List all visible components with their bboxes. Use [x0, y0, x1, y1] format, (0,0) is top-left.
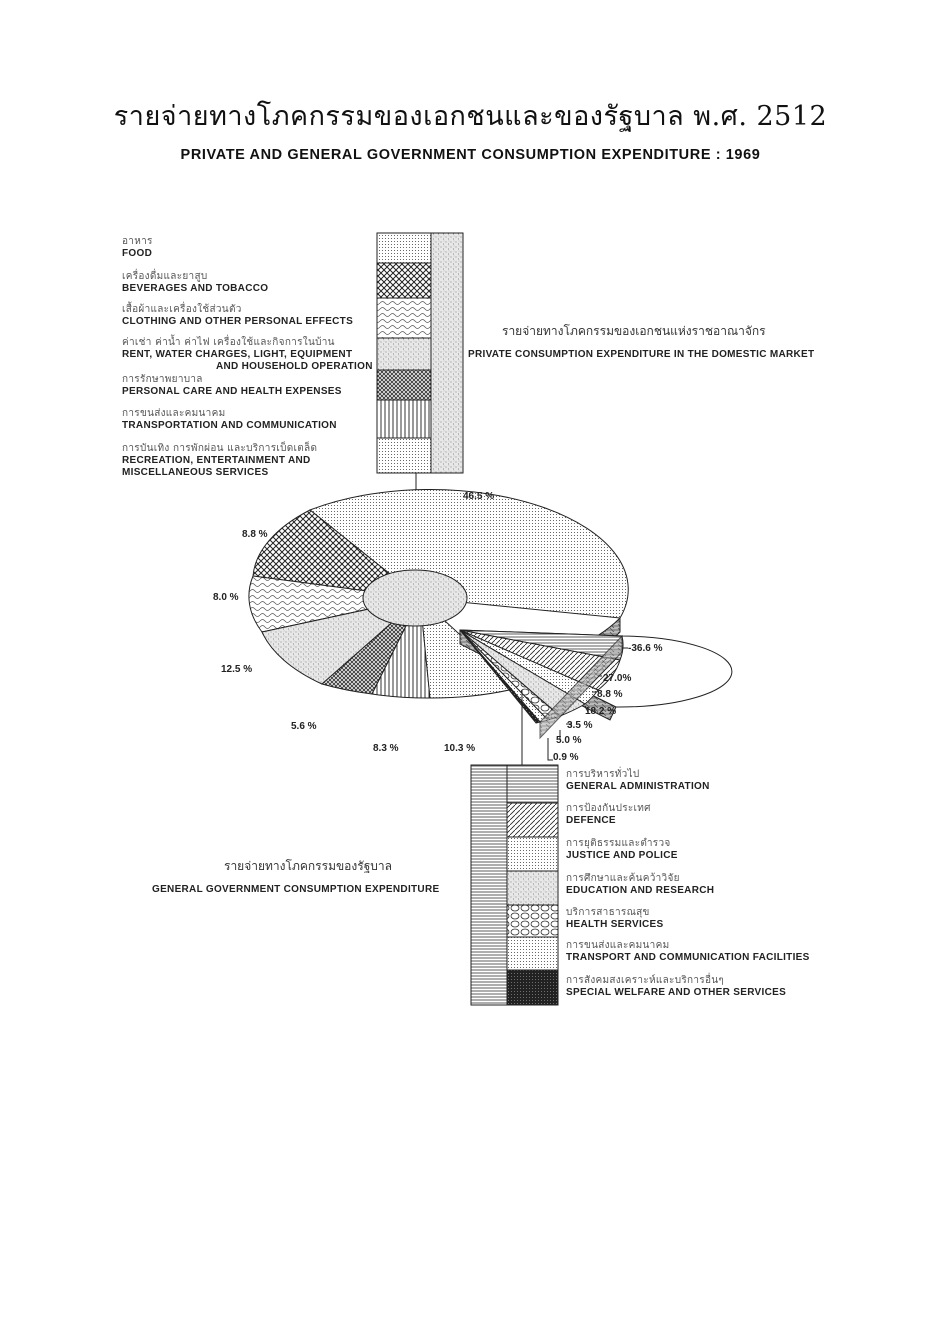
gov-legend-justice: [566, 838, 678, 862]
gov-legend-education-en: EDUCATION AND RESEARCH: [566, 885, 715, 896]
gov-legend-education-th: การศึกษาและค้นคว้าวิจัย: [566, 873, 680, 884]
private-chart-caption: [468, 322, 814, 360]
private-pct-rent: 12.5 %: [221, 664, 253, 675]
gov-legend-transport-th: การขนส่งและคมนาคม: [566, 940, 670, 951]
gov-pct-health: 5.0 %: [556, 735, 582, 746]
gov-pct-defence: 8.8 %: [597, 689, 623, 700]
private-bar-total: [431, 233, 463, 473]
private-legend-rent-en2: AND HOUSEHOLD OPERATION: [216, 361, 373, 372]
private-legend-recreation-en2: MISCELLANEOUS SERVICES: [122, 467, 269, 478]
government-caption-th: รายจ่ายทางโภคกรรมของรัฐบาล: [224, 859, 393, 873]
private-bar-clothing: [377, 298, 431, 338]
private-caption-th: รายจ่ายทางโภคกรรมของเอกชนแห่งราชอาณาจักร: [502, 324, 766, 338]
page-title-thai: รายจ่ายทางโภคกรรมของเอกชนและของรัฐบาล พ.ศ. 2512: [113, 101, 828, 132]
gov-legend-welfare-th: การสังคมสงเคราะห์และบริการอื่นๆ: [566, 975, 725, 986]
private-legend-bar: [377, 233, 463, 495]
gov-legend-transport: [566, 940, 810, 964]
gov-legend-education: [566, 873, 714, 897]
private-legend-clothing: [122, 304, 353, 328]
private-bar-recreation: [377, 438, 431, 473]
gov-legend-health-en: HEALTH SERVICES: [566, 919, 664, 930]
gov-pct-welfare: 0.9 %: [553, 752, 579, 763]
gov-bar-defence: [507, 803, 558, 837]
private-bar-rent: [377, 338, 431, 370]
private-pct-food: 46.5 %: [463, 491, 495, 502]
private-legend-food-en: FOOD: [122, 248, 153, 259]
gov-legend-defence-th: การป้องกันประเทศ: [566, 803, 651, 814]
government-legend-bar: [471, 765, 558, 1005]
private-legend-rent-th: ค่าเช่า ค่าน้ำ ค่าไฟ เครื่องใช้และกิจการในบ้าน: [122, 337, 335, 348]
private-legend-transport-en: TRANSPORTATION AND COMMUNICATION: [122, 420, 337, 431]
gov-pct-total: -36.6 %: [628, 643, 663, 654]
private-legend-rent-en: RENT, WATER CHARGES, LIGHT, EQUIPMENT: [122, 349, 353, 360]
private-legend-rent: [122, 337, 373, 373]
government-chart-caption: [152, 857, 439, 895]
private-pct-clothing: 8.0 %: [213, 592, 239, 603]
gov-bar-transport: [507, 937, 558, 970]
private-legend-beverages: [122, 271, 268, 295]
gov-legend-welfare-en: SPECIAL WELFARE AND OTHER SERVICES: [566, 987, 787, 998]
gov-legend-justice-th: การยุติธรรมและตำรวจ: [566, 838, 671, 849]
gov-legend-defence: [566, 803, 651, 827]
private-legend-recreation-th: การบันเทิง การพักผ่อน และบริการเบ็ดเตล็ด: [122, 443, 318, 454]
private-legend-beverages-en: BEVERAGES AND TOBACCO: [122, 283, 269, 294]
private-bar-transport: [377, 400, 431, 438]
private-legend-food: [122, 236, 153, 260]
private-caption-en: PRIVATE CONSUMPTION EXPENDITURE IN THE DOMESTIC MARKET: [468, 349, 815, 360]
private-legend-clothing-en: CLOTHING AND OTHER PERSONAL EFFECTS: [122, 316, 354, 327]
gov-bar-welfare: [507, 970, 558, 1005]
gov-legend-general-admin: [566, 769, 710, 793]
government-caption-en: GENERAL GOVERNMENT CONSUMPTION EXPENDITURE: [152, 884, 440, 895]
private-legend-health: [122, 374, 342, 398]
gov-legend-transport-en: TRANSPORT AND COMMUNICATION FACILITIES: [566, 952, 810, 963]
gov-legend-justice-en: JUSTICE AND POLICE: [566, 850, 678, 861]
gov-legend-health: [566, 907, 663, 931]
private-legend-food-th: อาหาร: [122, 236, 153, 247]
gov-legend-welfare: [566, 975, 786, 999]
page-title-english: PRIVATE AND GENERAL GOVERNMENT CONSUMPTION EXPENDITURE : 1969: [180, 147, 761, 163]
private-legend-health-th: การรักษาพยาบาล: [122, 374, 203, 385]
private-bar-food: [377, 233, 431, 263]
gov-bar-health: [507, 905, 558, 937]
gov-legend-general-admin-en: GENERAL ADMINISTRATION: [566, 781, 710, 792]
private-bar-beverages: [377, 263, 431, 298]
private-legend-recreation-en: RECREATION, ENTERTAINMENT AND: [122, 455, 311, 466]
gov-pct-justice: 18.2 %: [585, 706, 617, 717]
private-legend-recreation: [122, 443, 317, 479]
private-pct-health: 5.6 %: [291, 721, 317, 732]
private-legend-health-en: PERSONAL CARE AND HEALTH EXPENSES: [122, 386, 342, 397]
gov-legend-defence-en: DEFENCE: [566, 815, 616, 826]
gov-legend-health-th: บริการสาธารณสุข: [566, 907, 650, 918]
gov-bar-general-admin: [507, 765, 558, 803]
gov-pct-general-admin: 27.0%: [603, 673, 632, 684]
private-pct-recreation: 10.3 %: [444, 743, 476, 754]
private-bar-health: [377, 370, 431, 400]
private-legend-clothing-th: เสื้อผ้าและเครื่องใช้ส่วนตัว: [122, 304, 242, 315]
gov-pct-education: 3.5 %: [567, 720, 593, 731]
private-pct-beverages: 8.8 %: [242, 529, 268, 540]
private-pct-transport: 8.3 %: [373, 743, 399, 754]
private-legend-transport-th: การขนส่งและคมนาคม: [122, 408, 226, 419]
gov-legend-general-admin-th: การบริหารทั่วไป: [566, 769, 640, 780]
private-legend-transport: [122, 408, 337, 432]
gov-bar-education: [507, 871, 558, 905]
gov-bar-justice: [507, 837, 558, 871]
private-legend-beverages-th: เครื่องดื่มและยาสูบ: [122, 271, 208, 282]
